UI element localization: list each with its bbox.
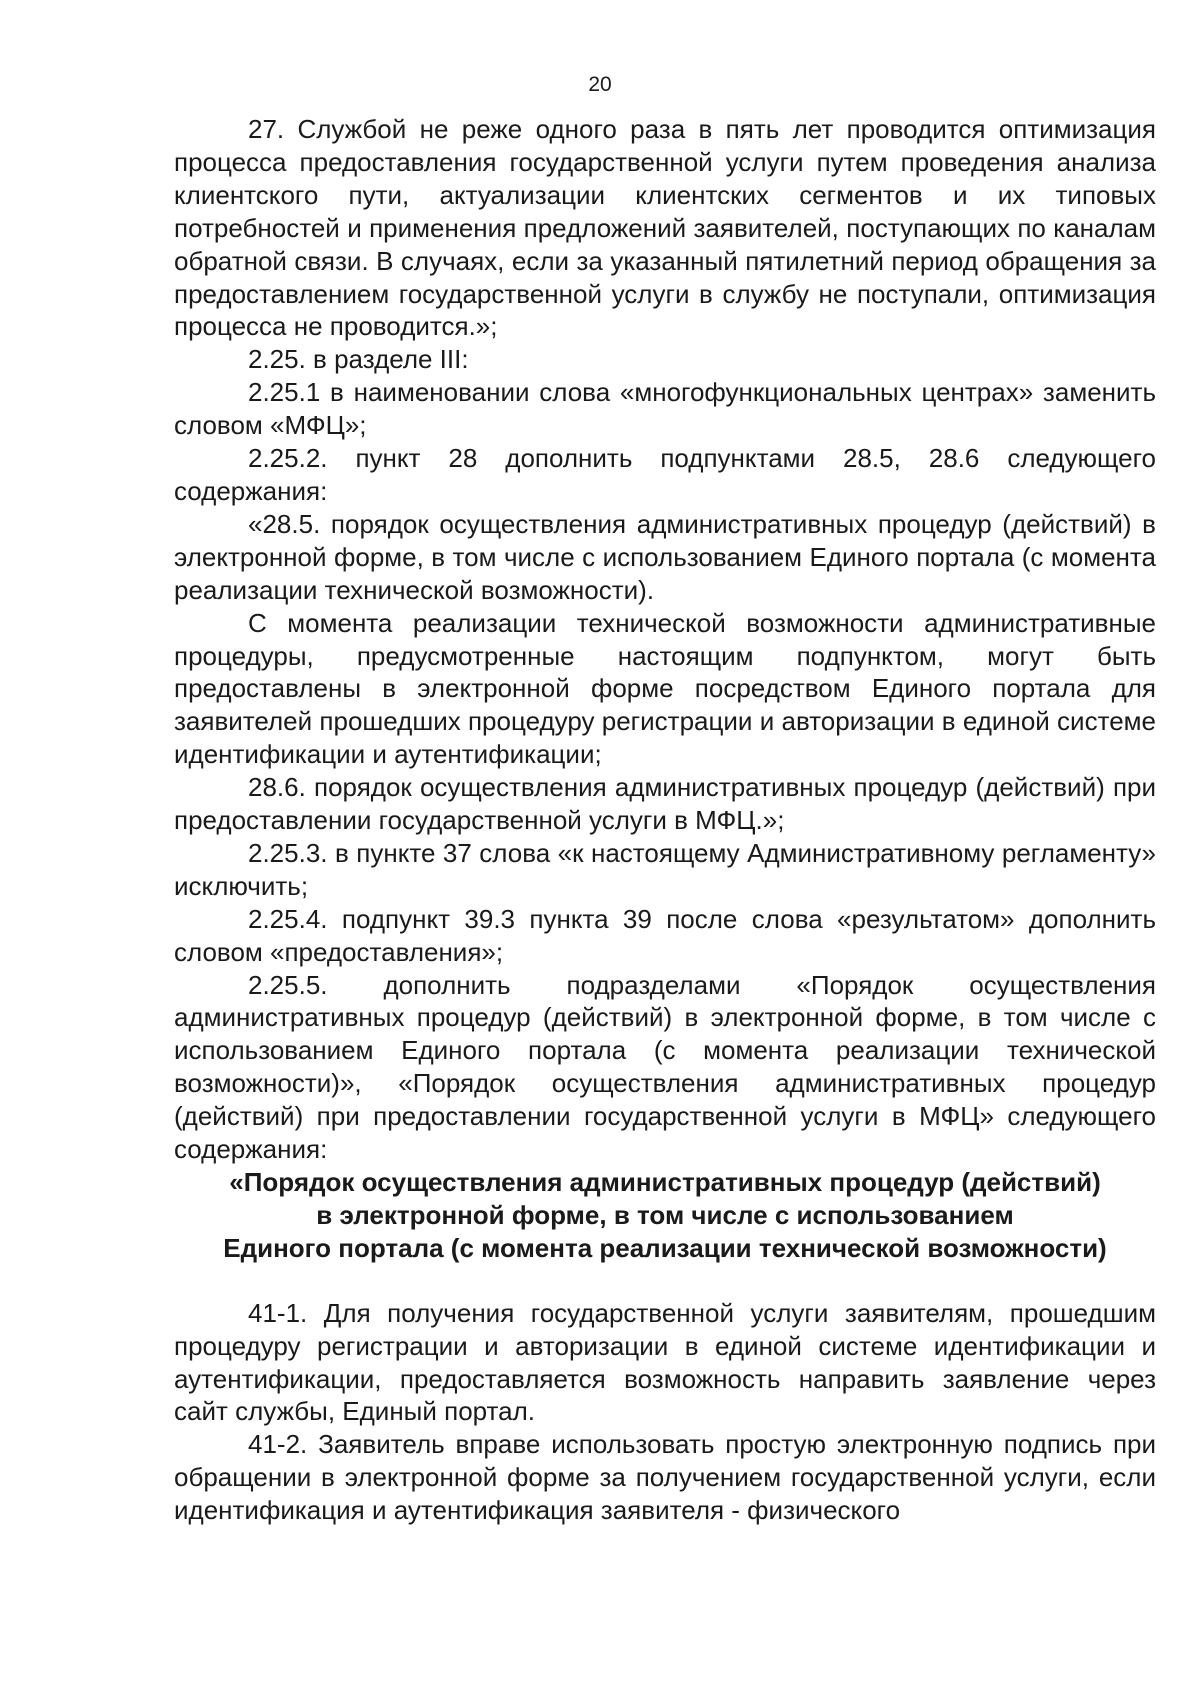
paragraph-28-5-continued: С момента реализации технической возможности административные процедуры, предусмотренные настоящим подпунктом, могут быть предоставлены в электронной форме посредством Единого портала для заявителей прошедших процедуру регистрации и авторизации в единой системе идентификации и аутентификации; [174, 607, 1156, 770]
paragraph-2-25: 2.25. в разделе III: [248, 344, 469, 375]
section-heading-line-2: в электронной форме, в том числе с использованием [316, 1199, 1014, 1230]
paragraph-2-25-3: 2.25.3. в пункте 37 слова «к настоящему Административному регламенту» исключить; [174, 837, 1156, 901]
document-body [174, 113, 1156, 1527]
paragraph-2-25-4: 2.25.4. подпункт 39.3 пункта 39 после слова «результатом» дополнить словом «предоставления»; [174, 903, 1156, 967]
section-heading-line-3: Единого портала (с момента реализации технической возможности) [223, 1232, 1107, 1263]
page-number: 20 [588, 73, 612, 96]
section-heading-line-1: «Порядок осуществления административных процедур (действий) [229, 1167, 1101, 1197]
paragraph-27: 27. Службой не реже одного раза в пять лет проводится оптимизация процесса предоставления государственной услуги путем проведения анализа клиентского пути, актуализации клиентских сегментов и их типовых потребностей и применения предложений заявителей, поступающих по каналам обратной связи. В случаях, если за указанный пятилетний период обращения за предоставлением государственной услуги в службу не поступали, оптимизация процесса не проводится.»; [174, 114, 1156, 342]
paragraph-2-25-1: 2.25.1 в наименовании слова «многофункциональных центрах» заменить словом «МФЦ»; [174, 377, 1156, 441]
paragraph-2-25-5: 2.25.5. дополнить подразделами «Порядок осуществления административных процедур (действий) в электронной форме, в том числе с использованием Единого портала (с момента реализации технической возможности)», «Порядок осуществления административных процедур (действий) при предоставлении государственной услуги в МФЦ» следующего содержания: [174, 969, 1156, 1165]
paragraph-41-1: 41-1. Для получения государственной услуги заявителям, прошедшим процедуру регистрации и авторизации в единой системе идентификации и аутентификации, предоставляется возможность направить заявление через сайт службы, Единый портал. [174, 1297, 1156, 1427]
paragraph-41-2: 41-2. Заявитель вправе использовать простую электронную подпись при обращении в электронной форме за получением государственной услуги, если идентификация и аутентификация заявителя - физического [174, 1429, 1156, 1526]
section-heading [174, 1166, 1156, 1265]
paragraph-28-6: 28.6. порядок осуществления административных процедур (действий) при предоставлении государственной услуги в МФЦ.»; [174, 772, 1156, 836]
paragraph-28-5: «28.5. порядок осуществления административных процедур (действий) в электронной форме, в том числе с использованием Единого портала (с момента реализации технической возможности). [174, 508, 1156, 605]
paragraph-2-25-2: 2.25.2. пункт 28 дополнить подпунктами 28.5, 28.6 следующего содержания: [174, 443, 1156, 506]
